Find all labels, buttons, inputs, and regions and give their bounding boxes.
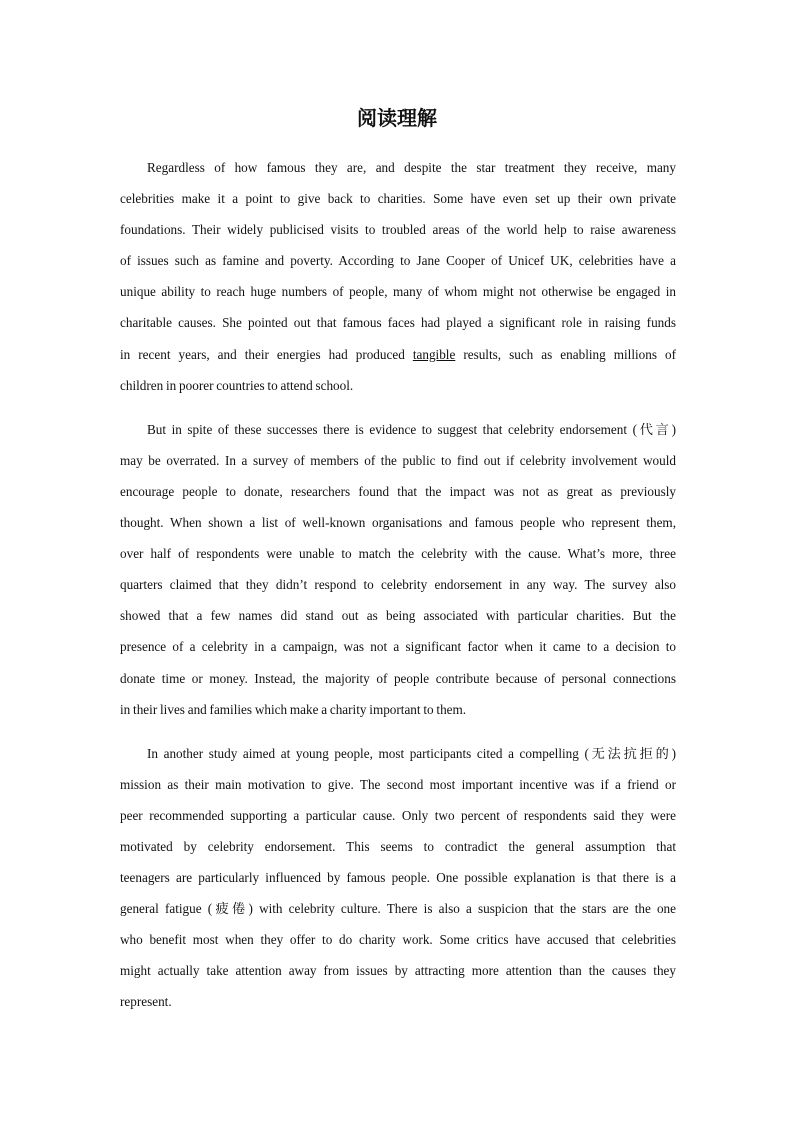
paragraph-2-line-6: quarters claimed that they didn’t respond to celebrity endorsement in any way. The survey also <box>120 577 676 593</box>
document-body <box>120 152 676 1031</box>
paragraph-1-line-7-start: in recent years, and their energies had produced <box>120 346 413 362</box>
paragraph-2-line-7: showed that a few names did stand out as being associated with particular charities. But the <box>120 608 676 624</box>
paragraph-3-line-3: peer recommended supporting a particular cause. Only two percent of respondents said they were <box>120 807 676 823</box>
paragraph-1-line-3: foundations. Their widely publicised visits to troubled areas of the world help to raise awareness <box>120 222 676 238</box>
paragraph-3-line-6: general fatigue (疲倦) with celebrity culture. There is also a suspicion that the stars are the one <box>120 901 676 917</box>
paragraph-3-line-2: mission as their main motivation to give. The second most important incentive was if a friend or <box>120 776 676 792</box>
paragraph-3-line-9: represent. <box>120 994 172 1010</box>
paragraph-1-line-4: of issues such as famine and poverty. According to Jane Cooper of Unicef UK, celebrities have a <box>120 253 676 269</box>
paragraph-3-line-7: who benefit most when they offer to do charity work. Some critics have accused that celebrities <box>120 932 676 948</box>
paragraph-3-line-4: motivated by celebrity endorsement. This seems to contradict the general assumption that <box>120 838 676 854</box>
paragraph-2-line-8: presence of a celebrity in a campaign, was not a significant factor when it came to a decision to <box>120 639 676 655</box>
paragraph-2-line-3: encourage people to donate, researchers found that the impact was not as great as previously <box>120 483 676 499</box>
paragraph-2 <box>120 414 676 725</box>
paragraph-1-line-2: celebrities make it a point to give back to charities. Some have even set up their own private <box>120 191 676 207</box>
paragraph-3-line-5: teenagers are particularly influenced by famous people. One possible explanation is that there is a <box>120 870 676 886</box>
paragraph-2-line-2: may be overrated. In a survey of members of the public to find out if celebrity involvement would <box>120 452 676 468</box>
paragraph-1-line-7 <box>120 339 676 370</box>
paragraph-2-line-4: thought. When shown a list of well-known organisations and famous people who represent them, <box>120 515 676 531</box>
paragraph-2-line-1: But in spite of these successes there is evidence to suggest that celebrity endorsement (代言) <box>147 421 676 437</box>
paragraph-1-line-6: charitable causes. She pointed out that famous faces had played a significant role in raising funds <box>120 315 676 331</box>
paragraph-1 <box>120 152 676 401</box>
paragraph-3-line-1: In another study aimed at young people, most participants cited a compelling (无法抗拒的) <box>147 745 676 761</box>
underlined-word-tangible: tangible <box>412 346 456 362</box>
paragraph-3-line-8: might actually take attention away from issues by attracting more attention than the causes they <box>120 963 676 979</box>
paragraph-3 <box>120 738 676 1018</box>
paragraph-1-line-8: children in poorer countries to attend school. <box>120 377 354 393</box>
page-title: 阅读理解 <box>357 106 437 130</box>
paragraph-1-line-1: Regardless of how famous they are, and despite the star treatment they receive, many <box>147 160 676 175</box>
paragraph-2-line-5: over half of respondents were unable to match the celebrity with the cause. What’s more, three <box>120 546 676 562</box>
paragraph-2-line-10: in their lives and families which make a charity important to them. <box>120 701 467 717</box>
paragraph-1-line-5: unique ability to reach huge numbers of people, many of whom might not otherwise be engaged in <box>120 284 676 300</box>
paragraph-2-line-9: donate time or money. Instead, the majority of people contribute because of personal connections <box>120 670 676 686</box>
paragraph-1-line-7-end: results, such as enabling millions of <box>455 346 676 362</box>
